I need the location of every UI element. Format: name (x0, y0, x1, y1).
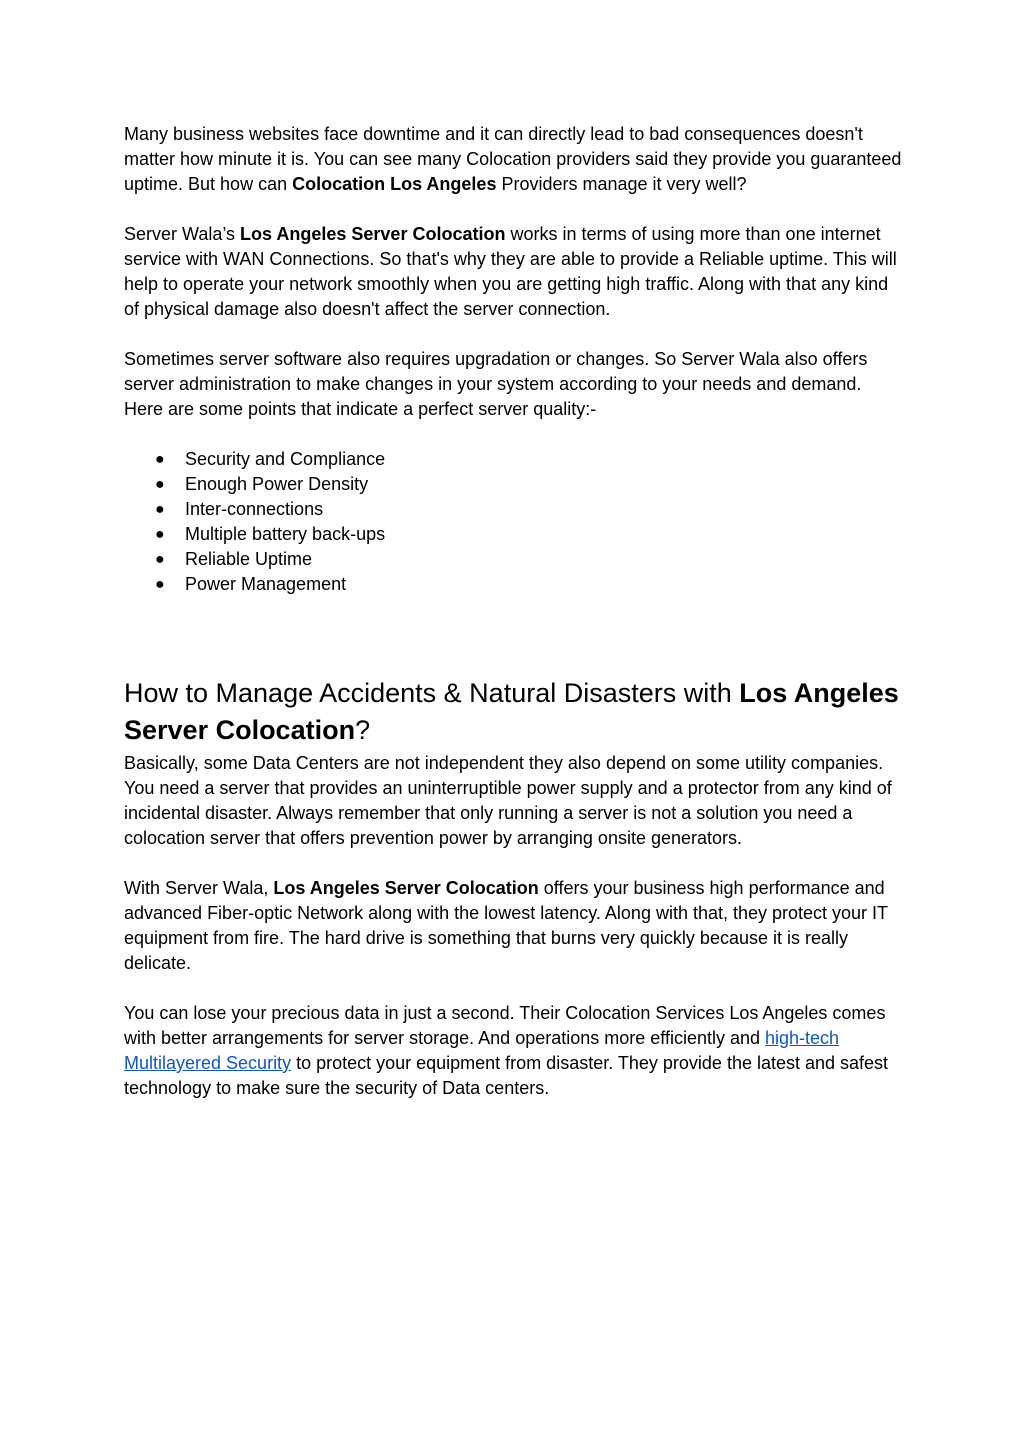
bold-phrase: Colocation Los Angeles (292, 174, 497, 194)
section-heading: How to Manage Accidents & Natural Disasters with Los Angeles Server Colocation? (124, 678, 899, 745)
paragraph-data-centers: Basically, some Data Centers are not independent they also depend on some utility companies. You need a server that provides an uninterruptible power supply and a protector from any kind of incidental disaster. Always remember that only running a server is not a solution you need a colocation server that offers prevention power by arranging onsite generators. (124, 753, 892, 848)
document-body (124, 122, 904, 1101)
paragraph-performance: With Server Wala, Los Angeles Server Colocation offers your business high performance and advanced Fiber-optic Network along with the lowest latency. Along with that, they protect your IT equipment from fire. The hard drive is something that burns very quickly because it is really delicate. (124, 878, 888, 973)
list-item: ● Security and Compliance (124, 447, 904, 472)
paragraph-intro: Many business websites face downtime and it can directly lead to bad consequences doesn't matter how minute it is. You can see many Colocation providers said they provide you guaranteed uptime. But how can Colocation Los Angeles Providers manage it very well? (124, 124, 902, 194)
bullet-icon: ● (155, 451, 165, 468)
bold-phrase: Los Angeles Server Colocation (240, 224, 506, 244)
list-item: ● Enough Power Density (124, 472, 904, 497)
security-link[interactable]: high-tech Multilayered Security (124, 1028, 840, 1073)
bullet-icon: ● (155, 476, 165, 493)
paragraph-server-wala: Server Wala’s Los Angeles Server Colocation works in terms of using more than one internet service with WAN Connections. So that's why they are able to provide a Reliable uptime. This will help to operate your network smoothly when you are getting high traffic. Along with that any kind of physical damage also doesn't affect the server connection. (124, 224, 897, 319)
list-item: ● Power Management (124, 572, 904, 597)
bullet-icon: ● (155, 576, 165, 593)
bullet-icon: ● (155, 551, 165, 568)
bold-phrase: Los Angeles Server Colocation (273, 878, 539, 898)
list-item: ● Inter-connections (124, 497, 904, 522)
bullet-icon: ● (155, 501, 165, 518)
paragraph-administration: Sometimes server software also requires upgradation or changes. So Server Wala also offers server administration to make changes in your system according to your needs and demand. Here are some points that indicate a perfect server quality:- (124, 349, 868, 419)
quality-points-list (124, 447, 904, 597)
paragraph-security: You can lose your precious data in just a second. Their Colocation Services Los Angeles comes with better arrangements for server storage. And operations more efficiently and high-tech Multilayered Security to protect your equipment from disaster. They provide the latest and safest technology to make sure the security of Data centers. (124, 1003, 889, 1098)
bold-phrase: Los Angeles Server Colocation (124, 678, 899, 745)
bullet-icon: ● (155, 526, 165, 543)
list-item: ● Reliable Uptime (124, 547, 904, 572)
list-item: ● Multiple battery back-ups (124, 522, 904, 547)
